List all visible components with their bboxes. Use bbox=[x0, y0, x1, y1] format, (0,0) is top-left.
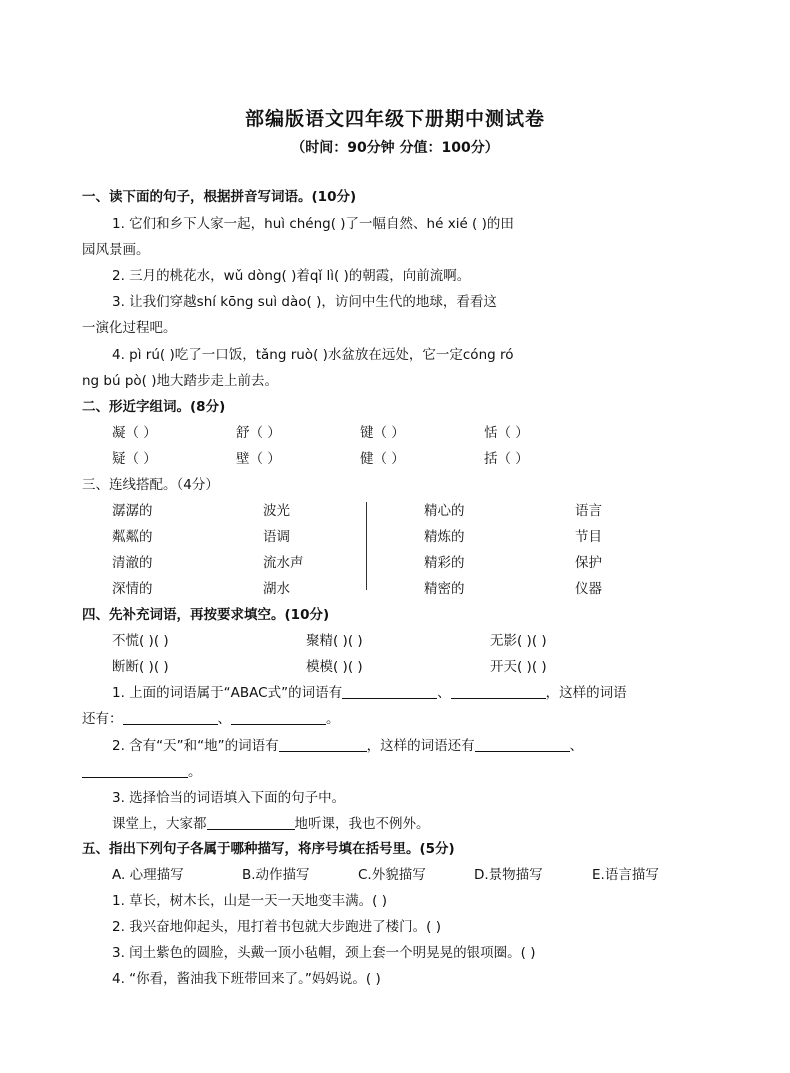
s1-question-3-line-2: 一演化过程吧。 bbox=[82, 320, 177, 336]
s5-question-2: 2. 我兴奋地仰起头，甩打着书包就大步跑进了楼门。( ) bbox=[112, 919, 441, 935]
s4-q1-text-2: 还有： bbox=[82, 711, 123, 727]
section-4-heading: 四、先补充词语，再按要求填空。(10分) bbox=[82, 607, 330, 623]
s4-idiom-blank: 无影( )( ) bbox=[490, 633, 547, 649]
s5-option: C.外貌描写 bbox=[358, 867, 426, 883]
s4-q1-text: 1. 上面的词语属于“ABAC式”的词语有 bbox=[112, 685, 343, 701]
s4-idiom-blank: 聚精( )( ) bbox=[306, 633, 363, 649]
s3-match-word: 语调 bbox=[263, 529, 290, 545]
s2-cell: 凝（ ） bbox=[112, 425, 157, 441]
answer-blank[interactable] bbox=[123, 710, 218, 725]
s5-option: E.语言描写 bbox=[592, 867, 659, 883]
s4-idiom-blank: 开天( )( ) bbox=[490, 659, 547, 675]
page-title: 部编版语文四年级下册期中测试卷 bbox=[244, 108, 545, 130]
s2-cell: 恬（ ） bbox=[484, 425, 529, 441]
s3-left-word: 深情的 bbox=[112, 581, 153, 597]
answer-blank[interactable] bbox=[279, 737, 367, 752]
page-subtitle: （时间：90分钟 分值：100分） bbox=[291, 140, 499, 156]
s1-question-1-line-1: 1. 它们和乡下人家一起，huì chéng( )了一幅自然、hé xié ( )的田 bbox=[112, 216, 514, 232]
s4-q2-text-end: ，这样的词语还有 bbox=[366, 738, 475, 754]
s5-question-1: 1. 草长，树木长，山是一天一天地变丰满。( ) bbox=[112, 893, 387, 909]
section-3-heading: 三、连线搭配。（4分） bbox=[82, 477, 219, 493]
s3-match-word: 波光 bbox=[263, 503, 290, 519]
s3-left-word: 潺潺的 bbox=[112, 503, 153, 519]
s5-option: B.动作描写 bbox=[242, 867, 310, 883]
s1-question-4-line-2: ng bú pò( )地大踏步走上前去。 bbox=[82, 373, 278, 389]
s4-idiom-blank: 断断( )( ) bbox=[112, 659, 169, 675]
s4-question-1-line-2: 还有： 、 。 bbox=[82, 711, 340, 727]
answer-blank[interactable] bbox=[342, 684, 437, 699]
s2-cell: 括（ ） bbox=[484, 451, 529, 467]
s3-match-word: 保护 bbox=[575, 555, 602, 571]
s4-q1-text-end: ，这样的词语 bbox=[545, 685, 627, 701]
s3-match-word: 湖水 bbox=[263, 581, 290, 597]
divider-line bbox=[366, 502, 367, 590]
answer-blank[interactable] bbox=[207, 815, 295, 830]
s2-cell: 壁（ ） bbox=[236, 451, 281, 467]
s2-cell: 健（ ） bbox=[360, 451, 405, 467]
s1-question-2: 2. 三月的桃花水，wǔ dòng( )着qǐ lì( )的朝霞，向前流啊。 bbox=[112, 268, 471, 284]
answer-blank[interactable] bbox=[231, 710, 326, 725]
s3-left-word: 精彩的 bbox=[424, 555, 465, 571]
s3-match-word: 仪器 bbox=[575, 581, 602, 597]
s4-question-2-line-2: 。 bbox=[82, 763, 712, 781]
s2-cell: 舒（ ） bbox=[236, 425, 281, 441]
s5-question-3: 3. 闰土紫色的圆脸，头戴一顶小毡帽，颈上套一个明晃晃的银项圈。( ) bbox=[112, 945, 536, 961]
section-2-heading: 二、形近字组词。(8分) bbox=[82, 399, 226, 415]
s3-match-word: 流水声 bbox=[263, 555, 304, 571]
answer-blank[interactable] bbox=[451, 684, 546, 699]
s3-match-word: 节目 bbox=[575, 529, 602, 545]
s1-question-1-line-2: 园风景画。 bbox=[82, 242, 150, 258]
s3-left-word: 清澈的 bbox=[112, 555, 153, 571]
section-5-heading: 五、指出下列句子各属于哪种描写，将序号填在括号里。(5分) bbox=[82, 841, 455, 857]
s4-question-3: 3. 选择恰当的词语填入下面的句子中。 bbox=[112, 790, 346, 806]
s5-option: A. 心理描写 bbox=[112, 867, 184, 883]
s1-question-3-line-1: 3. 让我们穿越shí kōng suì dào( )，访问中生代的地球，看看这 bbox=[112, 294, 497, 310]
answer-blank[interactable] bbox=[475, 737, 570, 752]
answer-blank[interactable] bbox=[82, 763, 188, 778]
s4-q2-text: 2. 含有“天”和“地”的词语有 bbox=[112, 738, 279, 754]
s5-question-4: 4. “你看，酱油我下班带回来了。”妈妈说。( ) bbox=[112, 971, 381, 987]
s5-option: D.景物描写 bbox=[474, 867, 543, 883]
s3-match-word: 语言 bbox=[575, 503, 602, 519]
s2-cell: 疑（ ） bbox=[112, 451, 157, 467]
section-1-heading: 一、读下面的句子，根据拼音写词语。(10分) bbox=[82, 189, 357, 205]
s4-idiom-blank: 不慌( )( ) bbox=[112, 633, 169, 649]
s4-question-3-sentence bbox=[112, 815, 712, 833]
s2-cell: 键（ ） bbox=[360, 425, 405, 441]
s4-question-2-line-1: 2. 含有“天”和“地”的词语有 ，这样的词语还有 、 bbox=[112, 738, 584, 754]
s4-q3-sentence-end: 地听课，我也不例外。 bbox=[294, 816, 430, 832]
s3-left-word: 精心的 bbox=[424, 503, 465, 519]
s3-left-word: 精密的 bbox=[424, 581, 465, 597]
s4-q3-sentence-start: 课堂上，大家都 bbox=[112, 816, 207, 832]
s3-left-word: 粼粼的 bbox=[112, 529, 153, 545]
s1-question-4-line-1: 4. pì rú( )吃了一口饭，tǎng ruò( )水盆放在远处，它一定cóng ró bbox=[112, 347, 514, 363]
s3-left-word: 精炼的 bbox=[424, 529, 465, 545]
s4-idiom-blank: 模模( )( ) bbox=[306, 659, 363, 675]
s4-question-1-line-1: 1. 上面的词语属于“ABAC式”的词语有 、 ，这样的词语 bbox=[112, 685, 627, 701]
